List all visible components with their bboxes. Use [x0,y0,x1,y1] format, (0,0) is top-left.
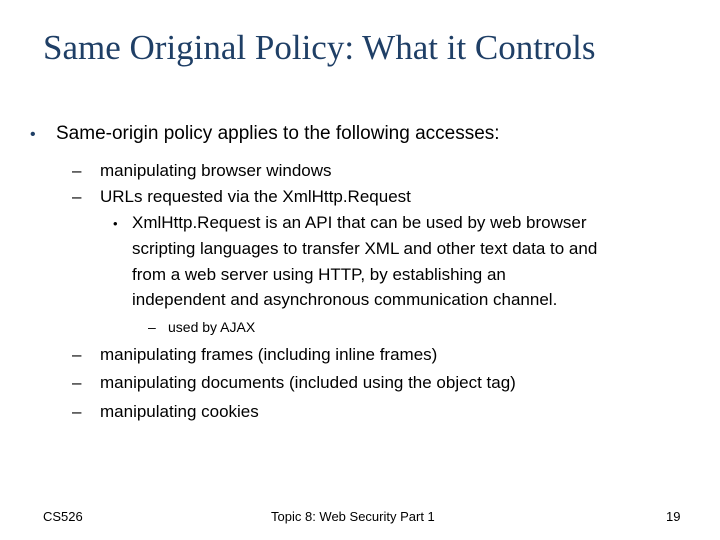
list-item [72,186,411,208]
xmlhttp-note-line: scripting languages to transfer XML and other text data to and [132,239,598,258]
dash-icon: – [148,319,156,335]
dash-icon: – [72,373,82,392]
list-item [72,344,437,366]
bullet-icon: • [113,216,118,231]
list-item [72,160,332,182]
slide-title: Same Original Policy: What it Controls [43,28,596,67]
bullet-icon: • [30,126,36,143]
dash-icon: – [72,187,82,206]
ajax-note [148,318,255,336]
xmlhttp-note-line: XmlHttp.Request is an API that can be used by web browser [132,213,587,232]
main-bullet-text: Same-origin policy applies to the following accesses: [56,123,500,144]
sub-item-text: manipulating documents (included using the object tag) [100,373,516,392]
dash-icon: – [72,161,82,180]
footer-topic: Topic 8: Web Security Part 1 [271,509,435,524]
main-bullet [30,122,500,147]
xmlhttp-note-line: from a web server using HTTP, by establishing an [132,265,506,284]
sub-item-text: URLs requested via the XmlHttp.Request [100,187,411,206]
dash-icon: – [72,402,82,421]
page-number: 19 [666,509,681,524]
sub-item-text: manipulating browser windows [100,161,332,180]
list-item [72,401,259,423]
footer-course: CS526 [43,509,83,524]
list-item [72,372,516,394]
xmlhttp-note-line: independent and asynchronous communication channel. [132,290,558,309]
sub-item-text: manipulating cookies [100,402,259,421]
sub-item-text: manipulating frames (including inline frames) [100,345,438,364]
dash-icon: – [72,345,82,364]
ajax-note-text: used by AJAX [168,319,256,335]
xmlhttp-note [113,212,587,235]
